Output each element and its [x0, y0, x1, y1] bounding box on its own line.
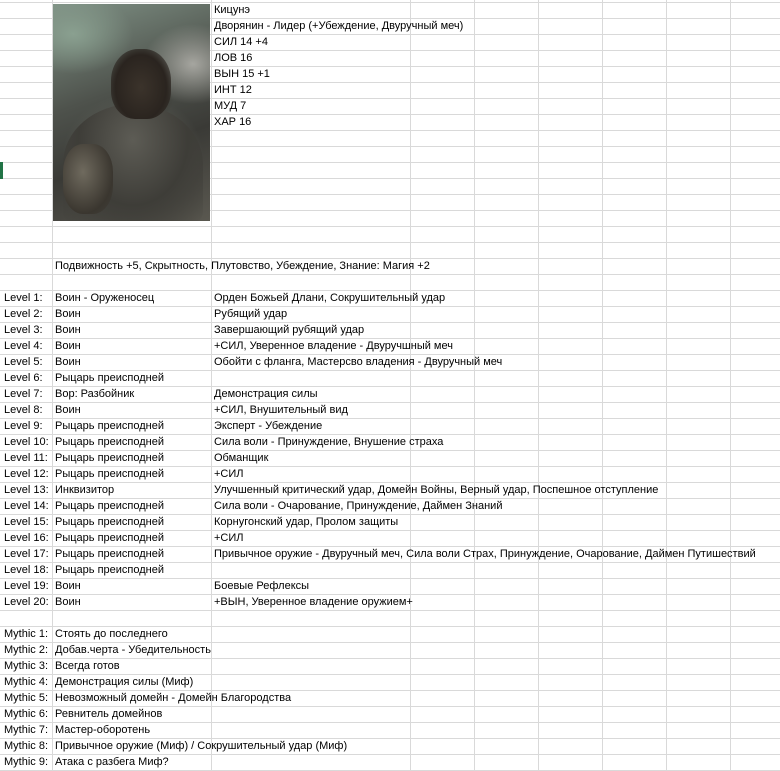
stat-cell-cha[interactable]: ХАР 16 [214, 116, 252, 128]
level-features-cell[interactable]: +СИЛ [214, 532, 244, 544]
level-class-cell[interactable]: Рыцарь преисподней [55, 468, 164, 480]
level-class-cell[interactable]: Рыцарь преисподней [55, 548, 164, 560]
level-class-cell[interactable]: Воин [55, 340, 81, 352]
mythic-label-cell[interactable]: Mythic 7: [4, 724, 49, 736]
level-label-cell[interactable]: Level 10: [4, 436, 49, 448]
level-label-cell[interactable]: Level 9: [4, 420, 43, 432]
level-features-cell[interactable]: Орден Божьей Длани, Сокрушительный удар [214, 292, 446, 304]
stat-cell-con[interactable]: ВЫН 15 +1 [214, 68, 270, 80]
mythic-text-cell[interactable]: Всегда готов [55, 660, 120, 672]
grid-row-line [0, 610, 780, 611]
grid-column-line [474, 0, 475, 770]
grid-column-line [410, 0, 411, 770]
level-features-cell[interactable]: Корнугонский удар, Пролом защиты [214, 516, 399, 528]
level-label-cell[interactable]: Level 17: [4, 548, 49, 560]
level-label-cell[interactable]: Level 2: [4, 308, 43, 320]
level-features-cell[interactable] [211, 370, 214, 386]
level-features-cell[interactable]: +СИЛ, Уверенное владение - Двуручшный меч [214, 340, 453, 352]
grid-column-line [730, 0, 731, 770]
level-label-cell[interactable]: Level 8: [4, 404, 43, 416]
level-features-cell[interactable]: Сила воли - Очарование, Принуждение, Даймен Знаний [214, 500, 503, 512]
stat-cell-str[interactable]: СИЛ 14 +4 [214, 36, 268, 48]
level-features-cell[interactable]: Боевые Рефлексы [214, 580, 310, 592]
level-label-cell[interactable]: Level 3: [4, 324, 43, 336]
grid-row-line [0, 2, 780, 3]
grid-column-line [602, 0, 603, 770]
mythic-label-cell[interactable]: Mythic 1: [4, 628, 49, 640]
mythic-text-cell[interactable]: Демонстрация силы (Миф) [55, 676, 194, 688]
mythic-label-cell[interactable]: Mythic 5: [4, 692, 49, 704]
grid-row-line [0, 242, 780, 243]
grid-column-line [666, 0, 667, 770]
mythic-text-cell[interactable]: Добав.черта - Убедительность [55, 644, 211, 656]
portrait-face [111, 49, 171, 119]
level-features-cell[interactable]: Демонстрация силы [214, 388, 318, 400]
stat-cell-wis[interactable]: МУД 7 [214, 100, 247, 112]
level-class-cell[interactable]: Воин [55, 324, 81, 336]
level-class-cell[interactable]: Воин [55, 308, 81, 320]
level-features-cell[interactable]: Обманщик [214, 452, 269, 464]
level-class-cell[interactable]: Вор: Разбойник [55, 388, 135, 400]
portrait-armor [63, 144, 113, 214]
level-class-cell[interactable]: Рыцарь преисподней [55, 532, 164, 544]
grid-column-line [538, 0, 539, 770]
mythic-label-cell[interactable]: Mythic 8: [4, 740, 49, 752]
level-class-cell[interactable]: Рыцарь преисподней [55, 516, 164, 528]
mythic-text-cell[interactable]: Ревнитель домейнов [55, 708, 163, 720]
mythic-text-cell[interactable]: Невозможный домейн - Домейн Благородства [55, 692, 292, 704]
level-class-cell[interactable]: Рыцарь преисподней [55, 500, 164, 512]
level-label-cell[interactable]: Level 20: [4, 596, 49, 608]
mythic-text-cell[interactable]: Мастер-оборотень [55, 724, 151, 736]
level-label-cell[interactable]: Level 4: [4, 340, 43, 352]
level-class-cell[interactable]: Рыцарь преисподней [55, 372, 164, 384]
level-label-cell[interactable]: Level 1: [4, 292, 43, 304]
level-class-cell[interactable]: Воин - Оруженосец [55, 292, 155, 304]
level-features-cell[interactable]: Привычное оружие - Двуручный меч, Сила воли Страх, Принуждение, Очарование, Даймен Путишествий [214, 548, 756, 560]
level-label-cell[interactable]: Level 13: [4, 484, 49, 496]
grid-row-line [0, 306, 780, 307]
level-class-cell[interactable]: Воин [55, 596, 81, 608]
mythic-text-cell[interactable]: Атака с разбега Миф? [55, 756, 169, 768]
level-class-cell[interactable]: Рыцарь преисподней [55, 420, 164, 432]
level-features-cell[interactable]: Рубящий удар [214, 308, 288, 320]
mythic-text-cell[interactable]: Привычное оружие (Миф) / Сокрушительный удар (Миф) [55, 740, 348, 752]
grid-row-line [0, 322, 780, 323]
level-features-cell[interactable]: +СИЛ [214, 468, 244, 480]
grid-row-line [0, 402, 780, 403]
level-features-cell[interactable]: +ВЫН, Уверенное владение оружием+ [214, 596, 413, 608]
level-class-cell[interactable]: Рыцарь преисподней [55, 452, 164, 464]
level-class-cell[interactable]: Инквизитор [55, 484, 115, 496]
level-class-cell[interactable]: Рыцарь преисподней [55, 564, 164, 576]
level-class-cell[interactable]: Воин [55, 580, 81, 592]
skills-cell[interactable]: Подвижность +5, Скрытность, Плутовство, Убеждение, Знание: Магия +2 [55, 260, 430, 272]
level-features-cell[interactable]: Эксперт - Убеждение [214, 420, 323, 432]
active-cell-indicator [0, 162, 3, 179]
level-label-cell[interactable]: Level 7: [4, 388, 43, 400]
mythic-label-cell[interactable]: Mythic 2: [4, 644, 49, 656]
level-class-cell[interactable]: Воин [55, 356, 81, 368]
level-label-cell[interactable]: Level 18: [4, 564, 49, 576]
level-class-cell[interactable]: Рыцарь преисподней [55, 436, 164, 448]
mythic-label-cell[interactable]: Mythic 9: [4, 756, 49, 768]
level-label-cell[interactable]: Level 16: [4, 532, 49, 544]
stat-cell-dex[interactable]: ЛОВ 16 [214, 52, 253, 64]
level-features-cell[interactable]: +СИЛ, Внушительный вид [214, 404, 348, 416]
grid-row-line [0, 578, 780, 579]
level-label-cell[interactable]: Level 14: [4, 500, 49, 512]
level-label-cell[interactable]: Level 5: [4, 356, 43, 368]
level-label-cell[interactable]: Level 12: [4, 468, 49, 480]
stat-cell-int[interactable]: ИНТ 12 [214, 84, 252, 96]
level-features-cell[interactable]: Сила воли - Принуждение, Внушение страха [214, 436, 444, 448]
mythic-label-cell[interactable]: Mythic 3: [4, 660, 49, 672]
mythic-label-cell[interactable]: Mythic 4: [4, 676, 49, 688]
mythic-label-cell[interactable]: Mythic 6: [4, 708, 49, 720]
level-features-cell[interactable] [211, 562, 214, 578]
grid-row-line [0, 226, 780, 227]
level-features-cell[interactable]: Улучшенный критический удар, Домейн Войны, Верный удар, Поспешное отступление [214, 484, 659, 496]
level-features-cell[interactable]: Обойти с фланга, Мастерсво владения - Двуручный меч [214, 356, 503, 368]
character-portrait-image[interactable] [53, 4, 210, 221]
level-features-cell[interactable]: Завершающий рубящий удар [214, 324, 365, 336]
level-label-cell[interactable]: Level 11: [4, 452, 48, 464]
character-name-cell[interactable]: Кицунэ [214, 4, 251, 16]
level-class-cell[interactable]: Воин [55, 404, 81, 416]
level-label-cell[interactable]: Level 15: [4, 516, 49, 528]
level-label-cell[interactable]: Level 19: [4, 580, 49, 592]
grid-row-line [0, 274, 780, 275]
mythic-text-cell[interactable]: Стоять до последнего [55, 628, 168, 640]
level-label-cell[interactable]: Level 6: [4, 372, 43, 384]
character-class-cell[interactable]: Дворянин - Лидер (+Убеждение, Двуручный меч) [214, 20, 464, 32]
